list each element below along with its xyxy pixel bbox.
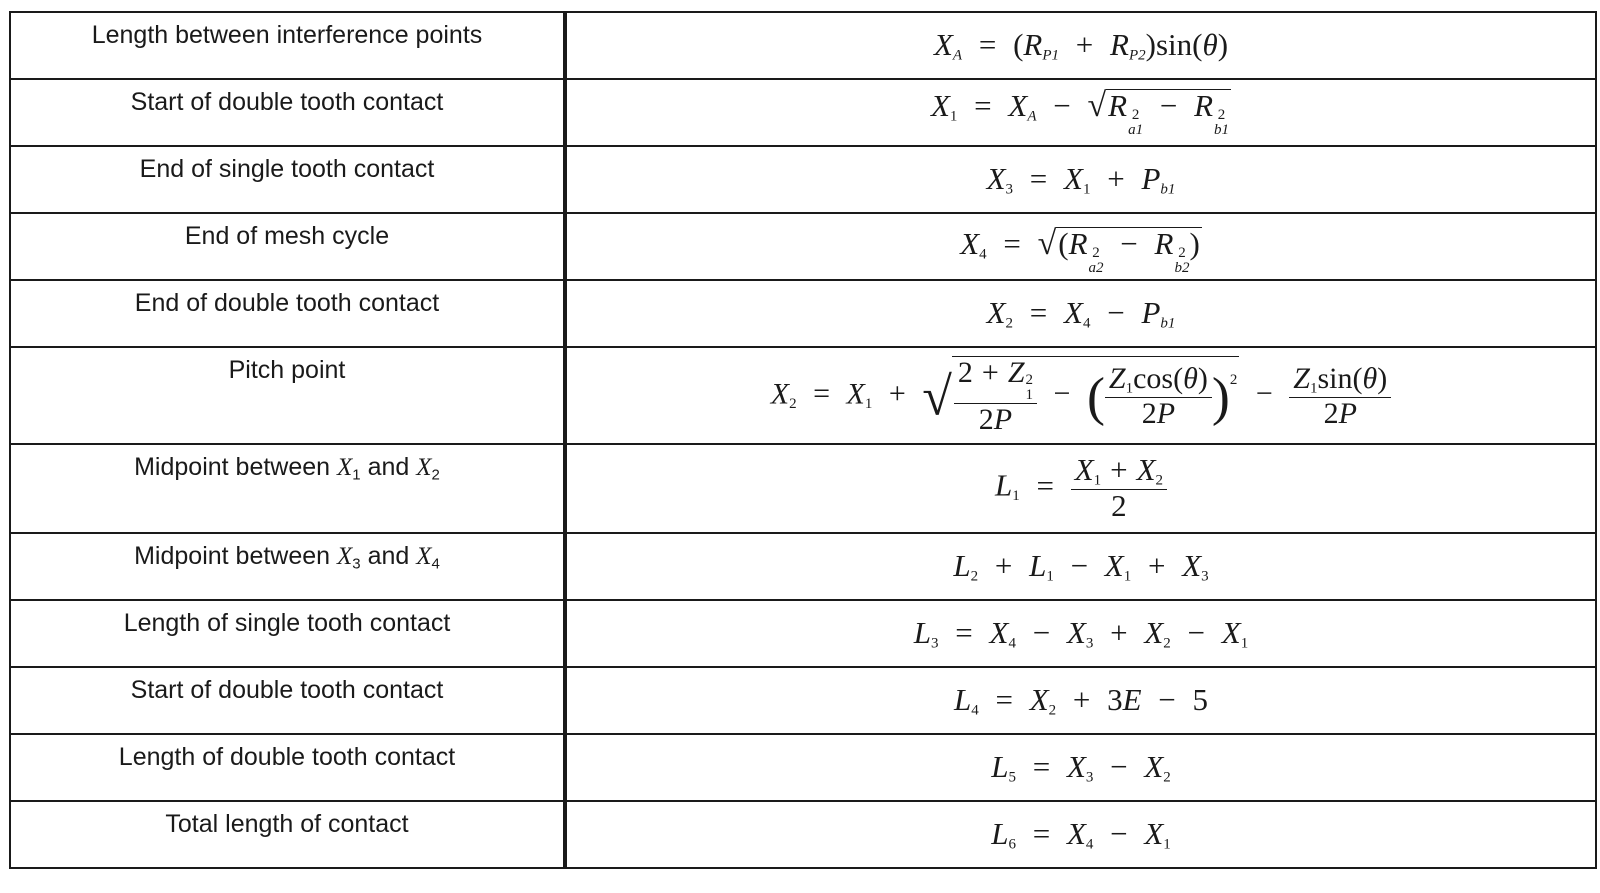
row-formula: X2 = X4 − Pb1 xyxy=(565,280,1596,347)
row-label: Length of single tooth contact xyxy=(10,600,565,667)
row-formula: X1 = XA − √R 2 a1 − R 2 b1 xyxy=(565,79,1596,146)
table-row xyxy=(10,801,1596,868)
table-row xyxy=(10,444,1596,533)
table-row xyxy=(10,533,1596,600)
row-formula: L6 = X4 − X1 xyxy=(565,801,1596,868)
table-row xyxy=(10,347,1596,444)
row-label: Start of double tooth contact xyxy=(10,667,565,734)
row-label: End of mesh cycle xyxy=(10,213,565,280)
row-label: Midpoint between X1 and X2 xyxy=(10,444,565,533)
table-row xyxy=(10,79,1596,146)
row-formula: L5 = X3 − X2 xyxy=(565,734,1596,801)
row-formula: XA = (RP1 + RP2)sin(θ) xyxy=(565,12,1596,79)
row-formula: L3 = X4 − X3 + X2 − X1 xyxy=(565,600,1596,667)
row-formula: L2 + L1 − X1 + X3 xyxy=(565,533,1596,600)
row-label: Total length of contact xyxy=(10,801,565,868)
table-row xyxy=(10,213,1596,280)
row-formula: L1 = $\frac{X1 + X2}{2}$ xyxy=(565,444,1596,533)
row-formula: X4 = √(R 2 a2 − R 2 b2 ) xyxy=(565,213,1596,280)
row-label: Start of double tooth contact xyxy=(10,79,565,146)
row-label: Midpoint between X3 and X4 xyxy=(10,533,565,600)
row-label: End of single tooth contact xyxy=(10,146,565,213)
table-row xyxy=(10,280,1596,347)
table-row xyxy=(10,734,1596,801)
row-label: Length of double tooth contact xyxy=(10,734,565,801)
row-formula: L4 = X2 + 3E − 5 xyxy=(565,667,1596,734)
formula-table xyxy=(9,11,1597,869)
row-label: End of double tooth contact xyxy=(10,280,565,347)
row-formula: X3 = X1 + Pb1 xyxy=(565,146,1596,213)
row-formula: X2 = X1 + √ 2 + Z 2 1 2P − ( $\frac{Z1\cos(\theta)}{2P}$ )$^2$ − $\frac{Z1\sin(\theta)}{2P}$ xyxy=(565,347,1596,444)
table-row xyxy=(10,146,1596,213)
row-label: Pitch point xyxy=(10,347,565,444)
row-label: Length between interference points xyxy=(10,12,565,79)
table-row xyxy=(10,12,1596,79)
table-row xyxy=(10,600,1596,667)
table-row xyxy=(10,667,1596,734)
